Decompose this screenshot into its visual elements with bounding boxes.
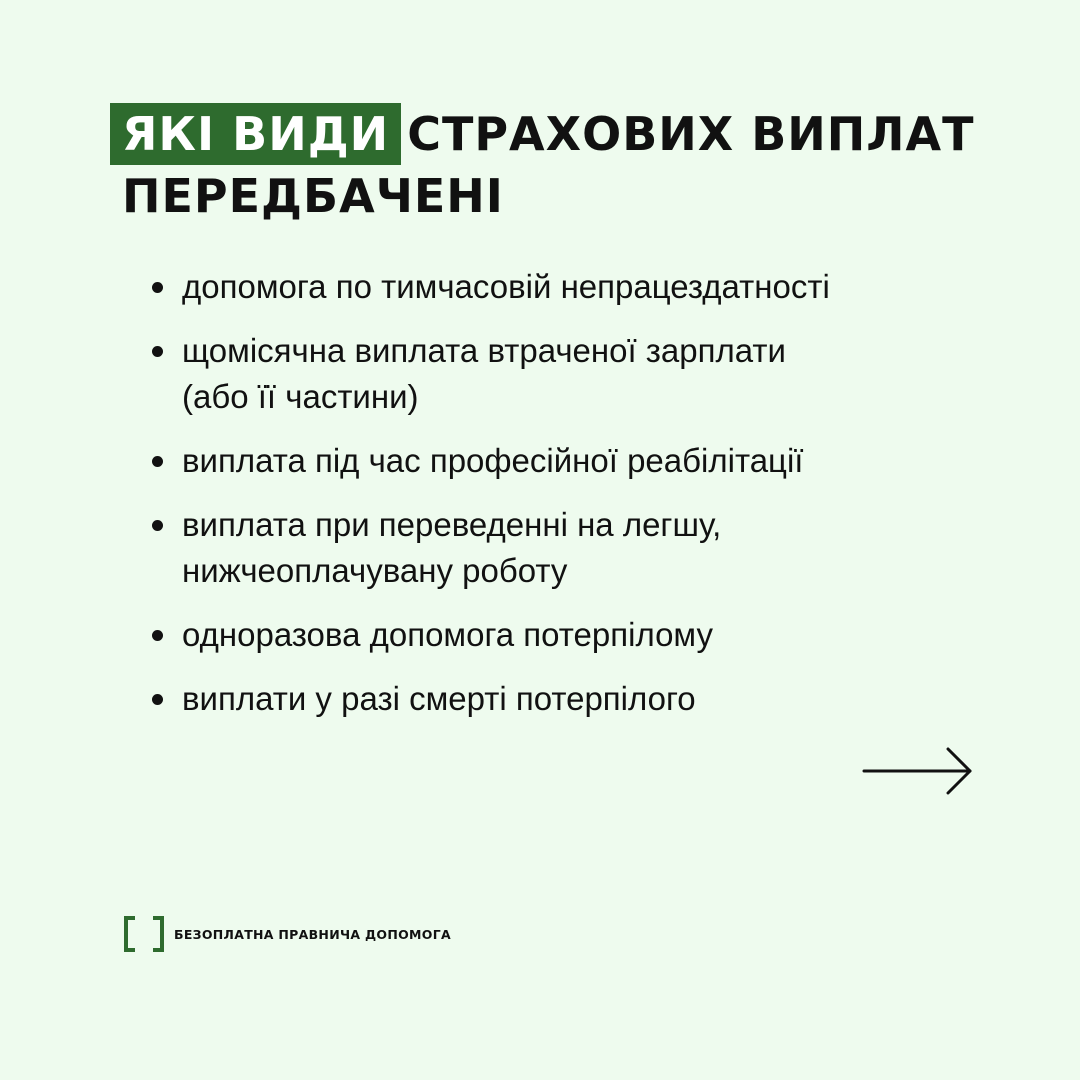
bullet-icon [152,630,163,641]
list-item-line1: виплата при переведенні на легшу, [182,506,722,543]
list-item [150,612,970,658]
title-line2: ПЕРЕДБАЧЕНІ [122,169,504,223]
bullet-icon [152,282,163,293]
bullet-icon [152,456,163,467]
bullet-icon [152,520,163,531]
list-item-line2: нижчеоплачувану роботу [182,552,568,589]
title-highlight: ЯКІ ВИДИ [110,103,401,165]
organization-logo [124,916,451,952]
brackets-logo-icon [124,916,164,952]
list-item [150,502,970,594]
list-item [150,676,970,722]
list-item-line2: (або її частини) [182,378,419,415]
arrow-right-icon[interactable] [862,744,976,798]
page-title [110,103,1010,227]
list-item [150,328,970,420]
list-item-line1: допомога по тимчасовій непрацездатності [182,268,830,305]
list-item-line1: щомісячна виплата втраченої зарплати [182,332,786,369]
list-item-line1: виплата під час професійної реабілітації [182,442,804,479]
bullet-icon [152,346,163,357]
bullet-icon [152,694,163,705]
list-item-line1: одноразова допомога потерпілому [182,616,713,653]
list-item-line1: виплати у разі смерті потерпілого [182,680,696,717]
payment-types-list [150,264,970,740]
list-item [150,438,970,484]
title-line1-rest: СТРАХОВИХ ВИПЛАТ [407,107,975,161]
list-item [150,264,970,310]
logo-text: БЕЗОПЛАТНА ПРАВНИЧА ДОПОМОГА [174,926,451,942]
